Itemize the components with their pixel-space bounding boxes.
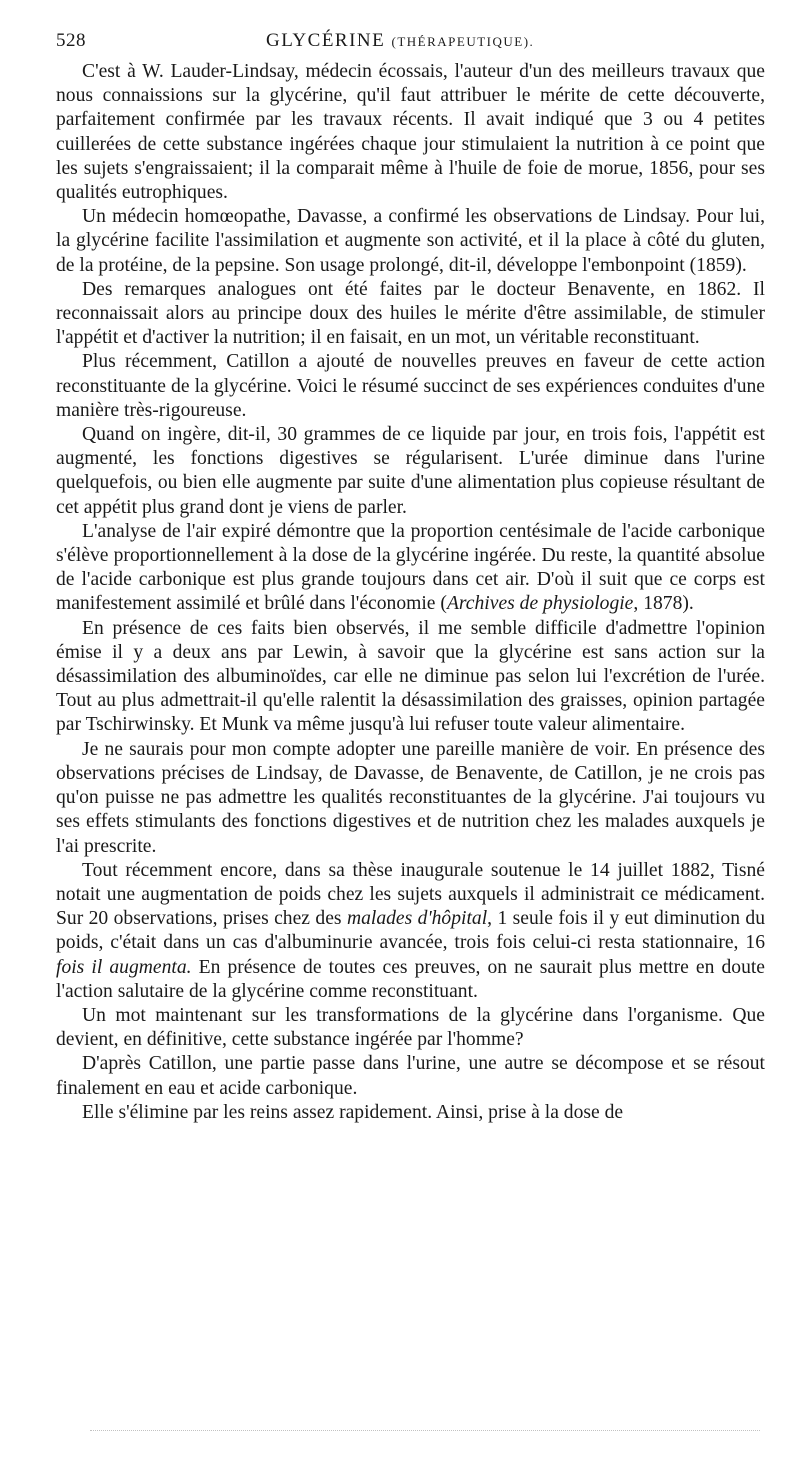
running-title-subtitle: (THÉRAPEUTIQUE).	[391, 34, 535, 49]
paragraph-8: Je ne saurais pour mon compte adopter une pareille manière de voir. En présence des observations précises de Lindsay, de Davasse, de Benavente, de Catillon, je ne crois pas qu'on puisse ne pas admettre les qualités reconstituantes de la glycérine. J'ai toujours vu ses effets stimulants des fonctions digestives et de nutrition chez les malades auxquels je l'ai prescrite.	[56, 738, 765, 857]
paragraph-5: Quand on ingère, dit-il, 30 grammes de ce liquide par jour, en trois fois, l'appétit est augmenté, les fonctions digestives se régularisent. L'urée diminue dans l'urine quelquefois, ou bien elle augmente par suite d'une alimentation plus copieuse résultant de cet appétit plus grand dont je viens de parler.	[56, 424, 765, 518]
paragraph-9-middle: , 1 seule fois il y eut diminution du poids, c'était dans un cas d'albuminurie avancée, trois fois celui-ci resta stationnaire, 16	[56, 908, 766, 954]
italic-fois-il-augmenta: fois il augmenta.	[56, 956, 192, 978]
paragraph-2: Un médecin homœopathe, Davasse, a confirmé les observations de Lindsay. Pour lui, la glycérine facilite l'assimilation et augmente son activité, et il la place à côté du gluten, de la protéine, de la pepsine. Son usage prolongé, dit-il, développe l'embonpoint (1859).	[56, 206, 765, 276]
paragraph-9-text: Tout récemment encore, dans sa thèse inaugurale soutenue le 14 juillet 1882, Tisné notait une augmentation de poids chez les sujets auxquels il administrait ce médicament. Sur 20 observations, prises chez des	[56, 859, 765, 930]
scan-noise-line	[90, 1430, 760, 1433]
page-header	[56, 26, 765, 60]
document-page	[56, 26, 765, 1125]
paragraph-6	[56, 520, 765, 617]
paragraph-12: Elle s'élimine par les reins assez rapidement. Ainsi, prise à la dose de	[82, 1101, 624, 1123]
paragraph-3: Des remarques analogues ont été faites par le docteur Benavente, en 1862. Il reconnaissait alors au principe doux des huiles le mérite d'être assimilable, de stimuler l'appétit et d'activer la nutrition; il en faisait, en un mot, un véritable reconstituant.	[56, 278, 765, 349]
running-title-main: GLYCÉRINE	[266, 30, 386, 51]
paragraph-11: D'après Catillon, une partie passe dans l'urine, une autre se décompose et se résout finalement en eau et acide carbonique.	[56, 1053, 765, 1099]
paragraph-4: Plus récemment, Catillon a ajouté de nouvelles preuves en faveur de cette action reconstituante de la glycérine. Voici le résumé succinct de ses expériences conduites d'une manière très-rigoureuse.	[56, 351, 765, 421]
paragraph-9	[56, 859, 765, 1004]
paragraph-1: C'est à W. Lauder-Lindsay, médecin écossais, l'auteur d'un des meilleurs travaux que nous connaissions sur la glycérine, qu'il faut attribuer le mérite de cette découverte, parfaitement confirmée par les travaux récents. Il avait indiqué que 3 ou 4 petites cuillerées de cette substance ingérées chaque jour stimulaient la nutrition à ce point que les sujets s'engraissaient; il la comparait même à l'huile de foie de morue, 1856, pour ses qualités eutrophiques.	[56, 61, 765, 204]
body-text	[56, 60, 765, 1125]
paragraph-10: Un mot maintenant sur les transformations de la glycérine dans l'organisme. Que devient, en définitive, cette substance ingérée par l'homme?	[56, 1004, 765, 1051]
paragraph-7: En présence de ces faits bien observés, il me semble difficile d'admettre l'opinion émise il y a deux ans par Lewin, à savoir que la glycérine est sans action sur la désassimilation des albuminoïdes, car elle ne diminue pas selon lui l'excrétion de l'urée. Tout au plus admettrait-il qu'elle ralentit la désassimilation des graisses, opinion partagée par Tschirwinsky. Et Munk va même jusqu'à lui refuser toute valeur alimentaire.	[56, 617, 765, 736]
paragraph-6-tail: , 1878).	[633, 593, 694, 615]
citation-archives-de-physiologie: Archives de physiologie	[446, 593, 634, 615]
paragraph-9-tail: En présence de toutes ces preuves, on ne saurait plus mettre en doute l'action salutaire de la glycérine comme reconstituant.	[56, 956, 766, 1002]
paragraph-6-text: L'analyse de l'air expiré démontre que la proportion centésimale de l'acide carbonique s'élève proportionnellement à la dose de la glycérine ingérée. Du reste, la quantité absolue de l'acide carbonique est plus grande toujours dans cet air. D'où il suit que ce corps est manifestement assimilé et brûlé dans l'économie (	[56, 520, 765, 615]
page-number: 528	[56, 30, 86, 51]
italic-malades-hopital: malades d'hôpital	[346, 908, 488, 930]
running-title	[266, 30, 534, 52]
